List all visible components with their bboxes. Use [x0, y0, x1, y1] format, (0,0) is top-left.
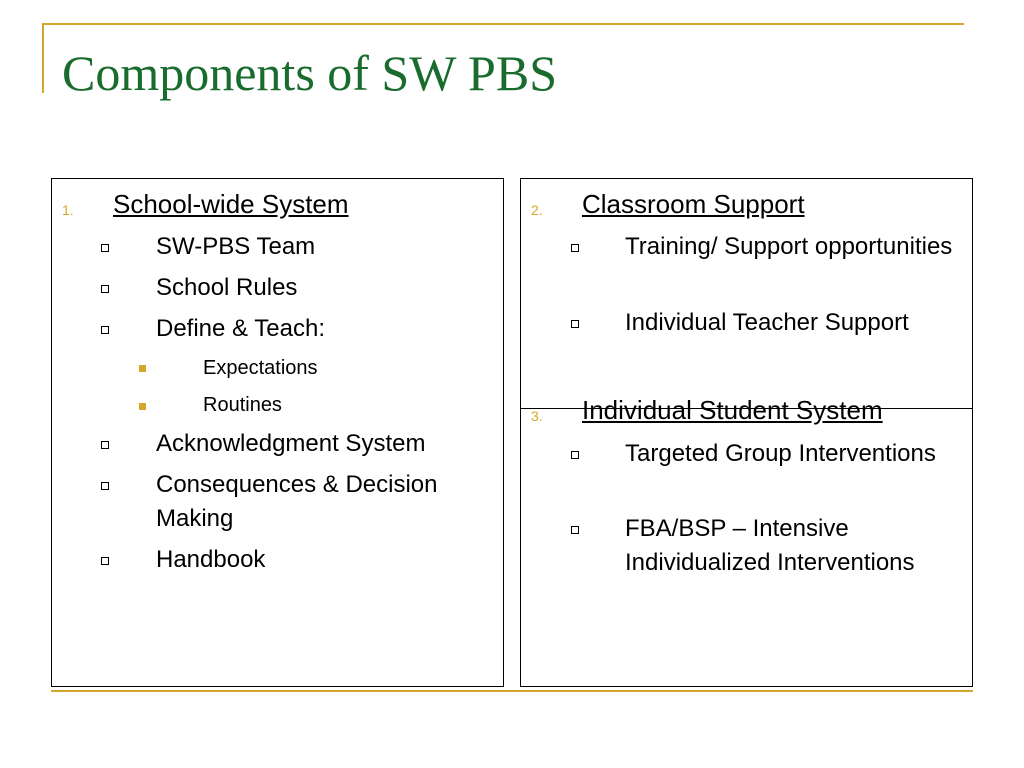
list-number: 2.	[531, 202, 543, 218]
list-item: Targeted Group Interventions	[625, 440, 936, 467]
list-item: Individual Teacher Support	[625, 309, 909, 336]
square-bullet-icon	[571, 320, 579, 328]
square-bullet-icon	[101, 285, 109, 293]
square-bullet-icon	[101, 482, 109, 490]
square-bullet-icon	[571, 526, 579, 534]
square-bullet-icon	[101, 244, 109, 252]
title-frame-top-rule	[42, 23, 964, 25]
section-heading-school-wide: School-wide System	[113, 189, 349, 219]
section-heading-classroom: Classroom Support	[582, 189, 805, 219]
list-item: Training/ Support opportunities	[625, 233, 953, 260]
list-item: Define & Teach:	[156, 315, 325, 342]
sub-list-item: Expectations	[203, 357, 318, 379]
sub-list-item: Routines	[203, 394, 282, 416]
slide-title: Components of SW PBS	[62, 45, 557, 101]
square-bullet-icon	[101, 441, 109, 449]
title-frame-left-rule	[42, 23, 44, 93]
list-number: 1.	[62, 202, 74, 218]
list-item: FBA/BSP – Intensive Individualized Interventions	[625, 515, 915, 576]
list-item: Consequences & Decision Making	[156, 471, 438, 532]
list-item: Acknowledgment System	[156, 430, 426, 457]
section-heading-individual-student: Individual Student System	[582, 395, 883, 425]
bottom-accent-rule	[51, 690, 973, 692]
list-item: SW-PBS Team	[156, 233, 316, 260]
list-number: 3.	[531, 408, 543, 424]
square-bullet-icon	[101, 326, 109, 334]
square-bullet-icon	[571, 244, 579, 252]
square-bullet-icon	[101, 557, 109, 565]
filled-square-bullet-icon	[139, 365, 146, 372]
list-item: Handbook	[156, 546, 266, 573]
filled-square-bullet-icon	[139, 403, 146, 410]
square-bullet-icon	[571, 451, 579, 459]
list-item: School Rules	[156, 274, 298, 301]
